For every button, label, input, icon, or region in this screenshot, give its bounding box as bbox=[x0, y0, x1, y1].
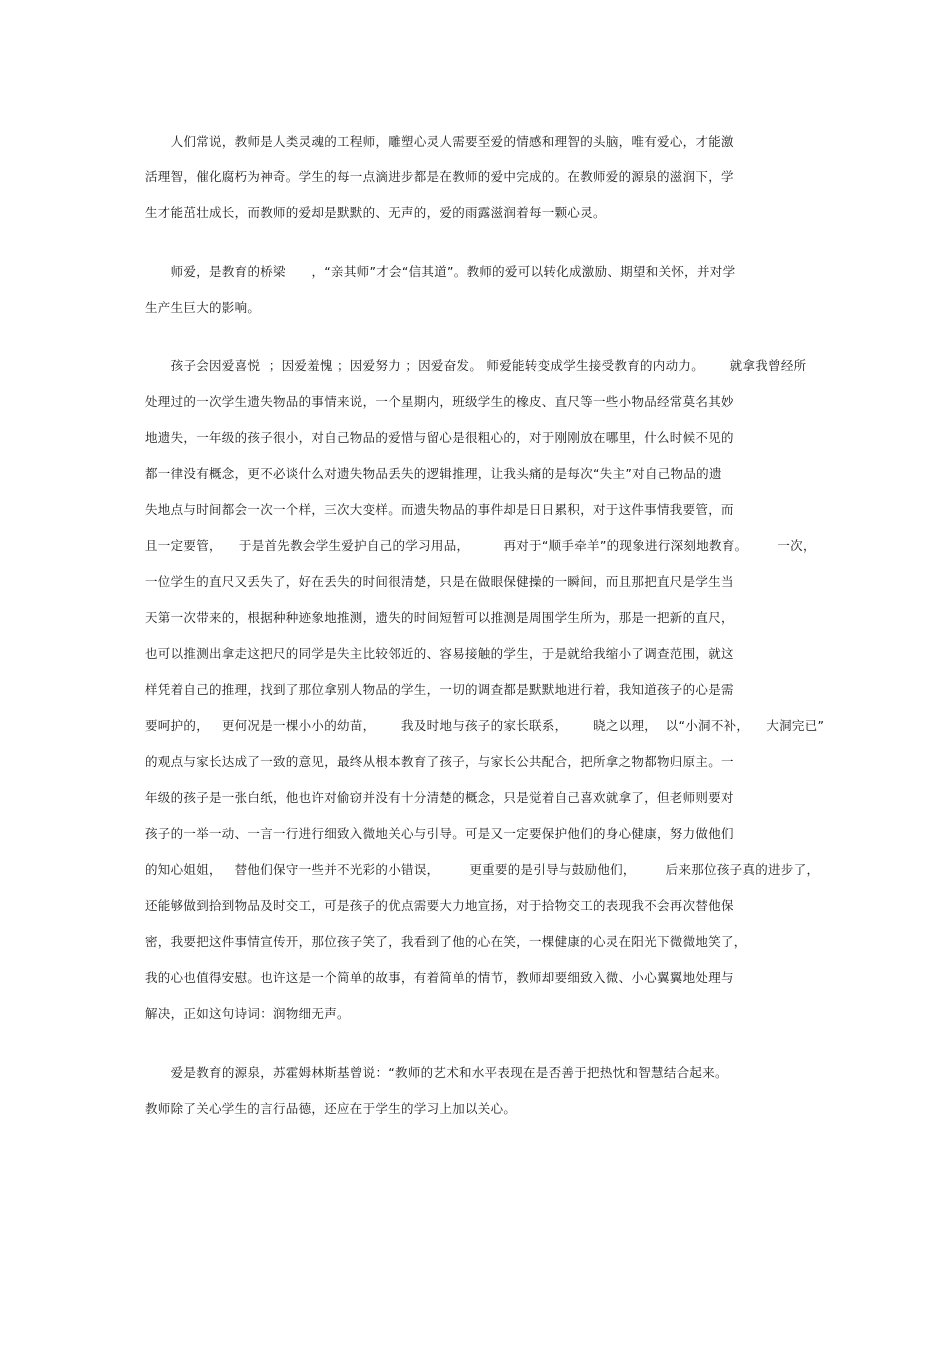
paragraph-1-line-1: 人们常说，教师是人类灵魂的工程师，雕塑心灵人需要至爱的情感和理智的头脑，唯有爱心，才能激 bbox=[145, 134, 734, 149]
paragraph-3-line-13: 年级的孩子是一张白纸，他也许对偷窃并没有十分清楚的概念，只是觉着自己喜欢就拿了，但老师则要对 bbox=[145, 790, 734, 805]
paragraph-2-line-1: 师爱，是教育的桥梁 ，“亲其师”才会“信其道”。教师的爱可以转化成激励、期望和关怀，并对学 bbox=[145, 264, 736, 279]
paragraph-3-line-9: 也可以推测出拿走这把尺的同学是失主比较邻近的、容易接触的学生，于是就给我缩小了调查范围，就这 bbox=[145, 646, 734, 661]
paragraph-3-line-15: 的知心姐姐， 替他们保守一些并不光彩的小错误， 更重要的是引导与鼓励他们， 后来那位孩子真的进步了， bbox=[145, 862, 820, 877]
paragraph-3-line-18: 我的心也值得安慰。也许这是一个简单的故事，有着简单的情节，教师却要细致入微、小心翼翼地处理与 bbox=[145, 970, 734, 985]
paragraph-3-line-11: 要呵护的， 更何况是一棵小小的幼苗， 我及时地与孩子的家长联系， 晓之以理， 以“小洞不补， 大洞完已” bbox=[145, 718, 825, 733]
paragraph-3-line-19: 解决，正如这句诗词：润物细无声。 bbox=[145, 1006, 350, 1021]
paragraph-3-line-4: 都一律没有概念，更不必谈什么对遗失物品丢失的逻辑推理，让我头痛的是每次“失主”对自己物品的遗 bbox=[145, 466, 722, 481]
paragraph-3-line-5: 失地点与时间都会一次一个样，三次大变样。而遗失物品的事件却是日日累积，对于这件事情我要管，而 bbox=[145, 502, 734, 517]
paragraph-3-line-1: 孩子会因爱喜悦 ；因爱羞愧 ；因爱努力 ；因爱奋发。 师爱能转变成学生接受教育的内动力。 就拿我曾经所 bbox=[145, 358, 807, 373]
paragraph-3-line-8: 天第一次带来的，根据种种迹象地推测，遗失的时间短暂可以推测是周围学生所为，那是一把新的直尺， bbox=[145, 610, 734, 625]
paragraph-4-line-2: 教师除了关心学生的言行品德，还应在于学生的学习上加以关心。 bbox=[145, 1101, 517, 1116]
paragraph-1-line-2: 活理智，催化腐朽为神奇。学生的每一点滴进步都是在教师的爱中完成的。在教师爱的源泉的滋润下，学 bbox=[145, 169, 734, 184]
paragraph-4-line-1: 爱是教育的源泉，苏霍姆林斯基曾说：“教师的艺术和水平表现在是否善于把热忱和智慧结合起来。 bbox=[145, 1065, 728, 1080]
paragraph-1-line-3: 生才能茁壮成长，而教师的爱却是默默的、无声的，爱的雨露滋润着每一颗心灵。 bbox=[145, 205, 606, 220]
paragraph-3-line-14: 孩子的一举一动、一言一行进行细致入微地关心与引导。可是又一定要保护他们的身心健康，努力做他们 bbox=[145, 826, 734, 841]
paragraph-3-line-12: 的观点与家长达成了一致的意见，最终从根本教育了孩子，与家长公共配合，把所拿之物都物归原主。一 bbox=[145, 754, 734, 769]
paragraph-3-line-2: 处理过的一次学生遗失物品的事情来说，一个星期内，班级学生的橡皮、直尺等一些小物品经常莫名其妙 bbox=[145, 394, 734, 409]
paragraph-3-line-16: 还能够做到拾到物品及时交工，可是孩子的优点需要大力地宣扬，对于拾物交工的表现我不会再次替他保 bbox=[145, 898, 734, 913]
paragraph-3-line-3: 地遗失，一年级的孩子很小，对自己物品的爱惜与留心是很粗心的，对于刚刚放在哪里，什么时候不见的 bbox=[145, 430, 734, 445]
paragraph-3-line-7: 一位学生的直尺又丢失了，好在丢失的时间很清楚，只是在做眼保健操的一瞬间，而且那把直尺是学生当 bbox=[145, 574, 734, 589]
paragraph-2-line-2: 生产生巨大的影响。 bbox=[145, 300, 261, 315]
paragraph-3-line-10: 样凭着自己的推理，找到了那位拿别人物品的学生，一切的调查都是默默地进行着，我知道孩子的心是需 bbox=[145, 682, 734, 697]
paragraph-3-line-17: 密，我要把这件事情宣传开，那位孩子笑了，我看到了他的心在笑，一棵健康的心灵在阳光下微微地笑了， bbox=[145, 934, 747, 949]
paragraph-3-line-6: 且一定要管， 于是首先教会学生爱护自己的学习用品， 再对于“顺手牵羊”的现象进行深刻地教育。 一次， bbox=[145, 538, 816, 553]
